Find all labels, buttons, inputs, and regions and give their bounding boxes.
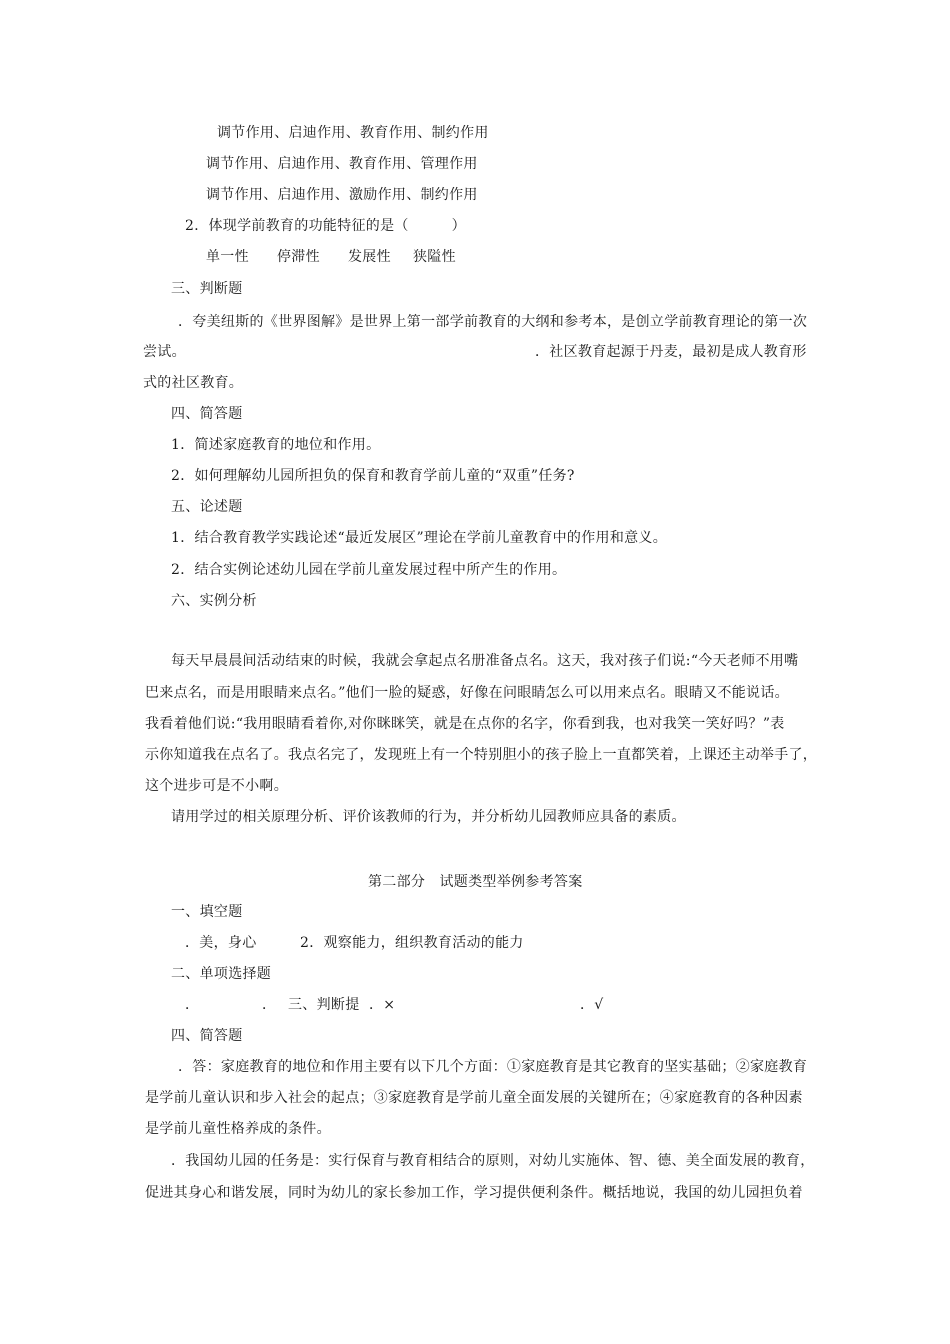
option-line: 调节作用、启迪作用、激励作用、制约作用 [206,187,478,203]
section-heading: 四、简答题 [171,406,243,422]
question-text: 请用学过的相关原理分析、评价该教师的行为，并分析幼儿园教师应具备的素质。 [171,809,686,825]
answer-text: ． [262,997,277,1013]
paragraph-line: 我看着他们说:“我用眼睛看着你,对你眯眯笑，就是在点你的名字，你看到我，也对我笑一笑好吗？”表 [145,716,785,732]
paragraph-line: 巴来点名，而是用眼睛来点名。”他们一脸的疑惑，好像在问眼睛怎么可以用来点名。眼睛又不能说话。 [145,685,789,701]
paragraph-line: 是学前儿童性格养成的条件。 [145,1121,331,1137]
paragraph-line: ．夸美纽斯的《世界图解》是世界上第一部学前教育的大纲和参考本，是创立学前教育理论的第一次 [178,314,808,330]
option-line: 调节作用、启迪作用、教育作用、管理作用 [206,156,478,172]
question-text: 1．结合教育教学实践论述“最近发展区”理论在学前儿童教育中的作用和意义。 [171,530,668,546]
option-line: 调节作用、启迪作用、教育作用、制约作用 [217,125,489,141]
paragraph-line: 尝试。 [143,344,186,360]
question-text: 2．结合实例论述幼儿园在学前儿童发展过程中所产生的作用。 [171,562,567,578]
question-text: 1．简述家庭教育的地位和作用。 [171,437,381,453]
answer-text: ．美，身心 [185,935,257,951]
section-heading: 五、论述题 [171,499,243,515]
paragraph-line: 示你知道我在点名了。我点名完了，发现班上有一个特别胆小的孩子脸上一直都笑着，上课还主动举手了， [145,747,818,763]
section-heading: 四、简答题 [171,1028,243,1044]
question-text: 2．如何理解幼儿园所担负的保育和教育学前儿童的“双重”任务? [171,468,575,484]
answer-text: ．√ [580,997,604,1013]
answer-text: 三、判断提 ．× [288,997,396,1013]
option-item: 狭隘性 [413,249,456,265]
paragraph-line: ．社区教育起源于丹麦，最初是成人教育形 [535,344,807,360]
part-title: 第二部分 试题类型举例参考答案 [368,874,583,890]
paragraph-line: 式的社区教育。 [143,375,244,391]
section-heading: 三、判断题 [171,281,243,297]
section-heading: 二、单项选择题 [171,966,272,982]
paragraph-line: 是学前儿童认识和步入社会的起点；③家庭教育是学前儿童全面发展的关键所在；④家庭教育的各种因素 [145,1090,803,1106]
option-item: 单一性 [206,249,249,265]
paragraph-line: ．答：家庭教育的地位和作用主要有以下几个方面：①家庭教育是其它教育的坚实基础；②家庭教育 [178,1059,808,1075]
question-text: 2．体现学前教育的功能特征的是（ ） [185,218,466,234]
paragraph-line: 促进其身心和谐发展，同时为幼儿的家长参加工作，学习提供便利条件。概括地说，我国的幼儿园担负着 [145,1185,803,1201]
section-heading: 六、实例分析 [171,593,257,609]
paragraph-line: 每天早晨晨间活动结束的时候，我就会拿起点名册准备点名。这天，我对孩子们说:“今天老师不用嘴 [171,653,799,669]
answer-text: 2．观察能力，组织教育活动的能力 [300,935,524,951]
option-item: 停滞性 [277,249,320,265]
answer-text: ． [185,997,200,1013]
section-heading: 一、填空题 [171,904,243,920]
paragraph-line: 这个进步可是不小啊。 [145,778,288,794]
option-item: 发展性 [348,249,391,265]
paragraph-line: ．我国幼儿园的任务是：实行保育与教育相结合的原则，对幼儿实施体、智、德、美全面发展的教育， [171,1153,815,1169]
